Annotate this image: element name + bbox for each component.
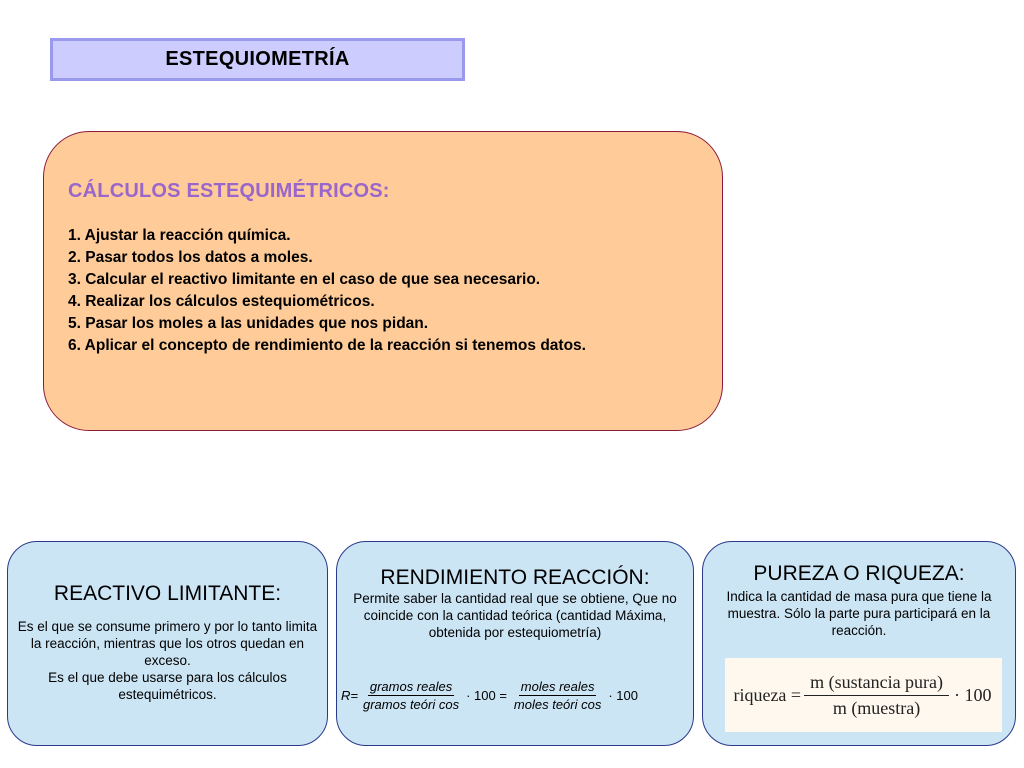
fraction-moles xyxy=(512,679,603,712)
reactivo-limitante-card xyxy=(7,541,328,746)
fraction-gramos xyxy=(361,679,461,712)
step-item: 1. Ajustar la reacción química. xyxy=(68,227,291,244)
fraction-denominator: gramos teóri cos xyxy=(362,697,460,712)
page-title: ESTEQUIOMETRÍA xyxy=(50,38,465,81)
step-item: 4. Realizar los cálculos estequiométricos. xyxy=(68,293,375,310)
formula-lhs: riqueza = xyxy=(733,684,802,705)
fraction-riqueza xyxy=(804,670,949,721)
calculos-box xyxy=(43,131,723,431)
step-item: 3. Calcular el reactivo limitante en el caso de que sea necesario. xyxy=(68,271,541,288)
formula-multiplier: · 100 xyxy=(608,688,638,703)
fraction-numerator: gramos reales xyxy=(369,679,453,694)
formula-multiplier: · 100 = xyxy=(466,688,507,703)
step-item: 6. Aplicar el concepto de rendimiento de la reacción si tenemos datos. xyxy=(68,337,586,354)
formula-multiplier: · 100 xyxy=(954,684,992,705)
rendimiento-formula xyxy=(341,679,640,712)
reactivo-text-2: Es el que debe usarse para los cálculos estequimétricos. xyxy=(48,670,287,702)
pureza-text: Indica la cantidad de masa pura que tiene la muestra. Sólo la parte pura participará en la reacción. xyxy=(726,589,992,638)
step-item: 5. Pasar los moles a las unidades que nos pidan. xyxy=(68,315,429,332)
fraction-denominator: m (muestra) xyxy=(832,697,921,718)
pureza-card xyxy=(702,541,1016,746)
step-item: 2. Pasar todos los datos a moles. xyxy=(68,249,313,266)
steps-list xyxy=(68,225,722,357)
rendimiento-card xyxy=(336,541,694,746)
rendimiento-text: Permite saber la cantidad real que se obtiene, Que no coincide con la cantidad teórica (cantidad Máxima, obtenida por estequiometría) xyxy=(353,591,677,640)
formula-lhs: R= xyxy=(341,688,358,703)
pureza-title: PUREZA O RIQUEZA: xyxy=(753,562,965,585)
fraction-numerator: moles reales xyxy=(520,679,595,694)
reactivo-title: REACTIVO LIMITANTE: xyxy=(53,582,282,605)
pureza-formula xyxy=(725,658,1002,732)
reactivo-text: Es el que se consume primero y por lo tanto limita la reacción, mientras que los otros quedan en exceso. xyxy=(17,619,318,668)
rendimiento-title: RENDIMIENTO REACCIÓN: xyxy=(380,566,650,589)
calculos-heading: CÁLCULOS ESTEQUIMÉTRICOS: xyxy=(68,180,390,202)
fraction-numerator: m (sustancia pura) xyxy=(804,670,949,696)
fraction-denominator: moles teóri cos xyxy=(513,697,602,712)
